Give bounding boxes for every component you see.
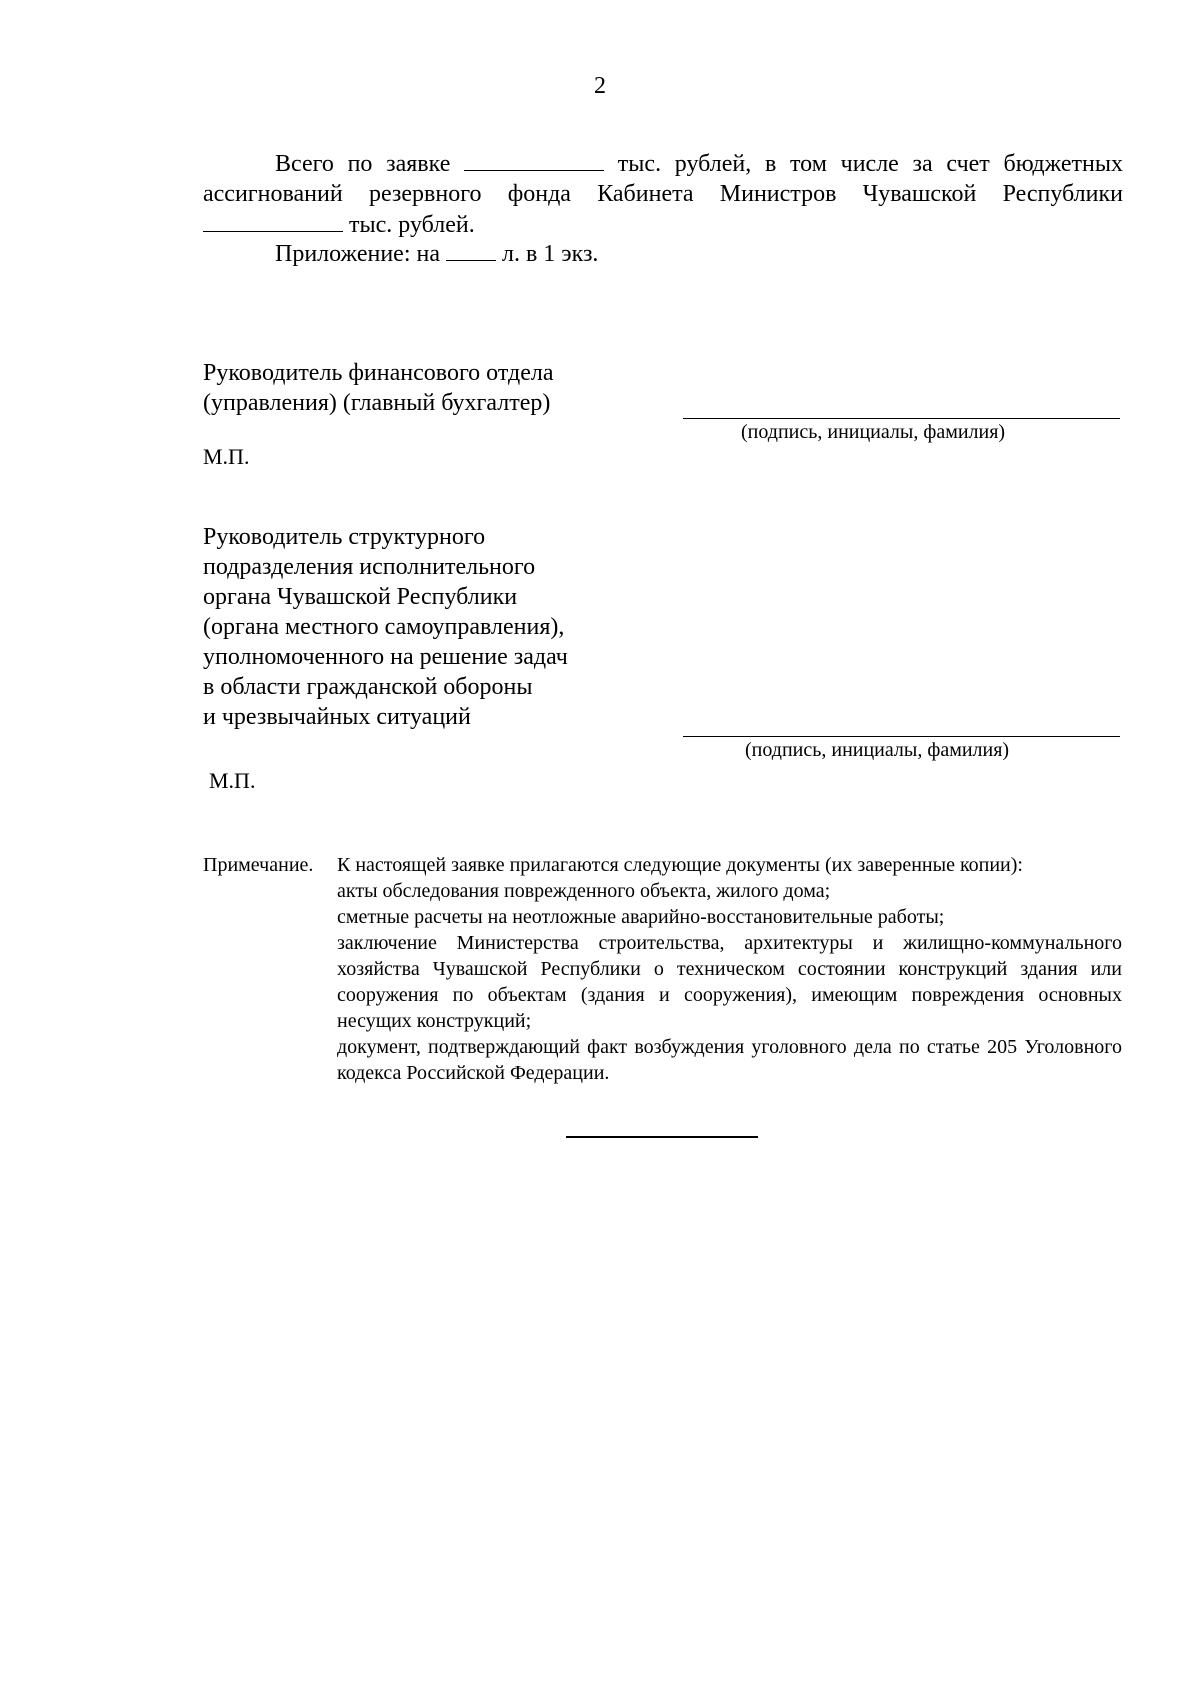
page-number: 2 [594,73,606,99]
appendix-line: Приложение: на л. в 1 экз. [275,238,598,269]
appendix-pages-blank[interactable] [446,238,496,261]
reserve-fund-amount-blank[interactable] [203,209,343,232]
total-amount-paragraph [203,148,1123,240]
total-amount-blank[interactable] [464,148,604,171]
note-label: Примечание. [203,854,314,876]
civil-defense-head-signature-caption: (подпись, инициалы, фамилия) [745,739,1010,761]
note-item: документ, подтверждающий факт возбуждения уголовного дела по статье 205 Уголовного кодекса Российской Федерации. [337,1036,1122,1084]
finance-head-signature-caption: (подпись, инициалы, фамилия) [741,421,1006,443]
note-item: сметные расчеты на неотложные аварийно-восстановительные работы; [337,906,945,928]
total-line-3: тыс. рублей. [203,209,1123,240]
note-item: заключение Министерства строительства, архитектуры и жилищно-коммунального хозяйства Чувашской Республики о техническом состоянии конструкций здания или сооружения по объектам (здания и сооружения), имеющим повреждения основных несущих конструкций; [337,932,1122,1032]
finance-head-stamp-place: М.П. [203,444,250,469]
note-intro: К настоящей заявке прилагаются следующие документы (их заверенные копии): [337,854,1023,876]
note-items-list [337,878,1122,1086]
end-of-document-rule [566,1136,758,1138]
civil-defense-head-label: Руководитель структурного подразделения исполнительного органа Чувашской Республики (органа местного самоуправления), уполномоченного на решение задач в области гражданской обороны и чрезвычайных ситуаций [203,524,568,730]
total-line-1: Всего по заявке тыс. рублей, в том числе за счет бюджетных [203,148,1123,179]
civil-defense-head-stamp-place: М.П. [209,768,256,793]
finance-head-label: Руководитель финансового отдела (управления) (главный бухгалтер) [203,360,554,416]
total-line-2: ассигнований резервного фонда Кабинета Министров Чувашской Республики [203,181,1123,207]
note-item: акты обследования поврежденного объекта, жилого дома; [337,880,831,902]
finance-head-signature-line[interactable] [683,418,1120,419]
civil-defense-head-signature-line[interactable] [683,736,1120,737]
